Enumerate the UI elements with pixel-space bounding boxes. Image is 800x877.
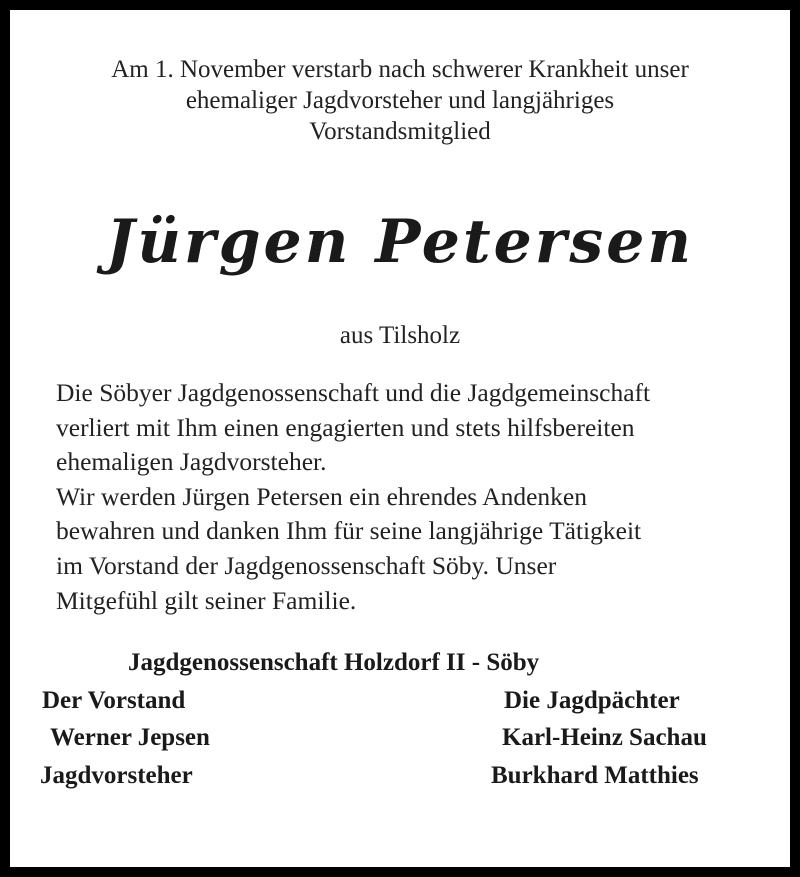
body-line: bewahren und danken Ihm für seine langjährige Tätigkeit xyxy=(56,516,642,546)
body-line: Wir werden Jürgen Petersen ein ehrendes Andenken xyxy=(56,481,587,511)
body-line: im Vorstand der Jagdgenossenschaft Söby. Unser xyxy=(56,550,557,580)
body-line: ehemaligen Jagdvorsteher. xyxy=(56,447,327,477)
body-line: Mitgefühl gilt seiner Familie. xyxy=(56,585,357,615)
body-text xyxy=(56,376,770,618)
signature-left-group: Der Vorstand xyxy=(42,687,186,714)
signature-right-group: Die Jagdpächter xyxy=(504,687,680,714)
deceased-name: Jürgen Petersen xyxy=(105,207,695,277)
signature-left-role: Jagdvorsteher xyxy=(40,762,193,789)
signature-right-person-2: Burkhard Matthies xyxy=(491,762,699,789)
intro-line: ehemaliger Jagdvorsteher und langjähriges xyxy=(185,87,615,114)
origin-text: aus Tilsholz xyxy=(339,322,461,349)
intro-line: Vorstandsmitglied xyxy=(309,118,491,145)
signature-left-person: Werner Jepsen xyxy=(50,724,210,751)
intro-text xyxy=(40,54,760,147)
signature-right-person-1: Karl-Heinz Sachau xyxy=(502,724,707,751)
intro-line: Am 1. November verstarb nach schwerer Krankheit unser xyxy=(111,56,689,83)
signature-organization: Jagdgenossenschaft Holzdorf II - Söby xyxy=(128,649,540,676)
body-line: Die Söbyer Jagdgenossenschaft und die Jagdgemeinschaft xyxy=(56,378,651,407)
body-line: verliert mit Ihm einen engagierten und stets hilfsbereiten xyxy=(56,412,635,442)
